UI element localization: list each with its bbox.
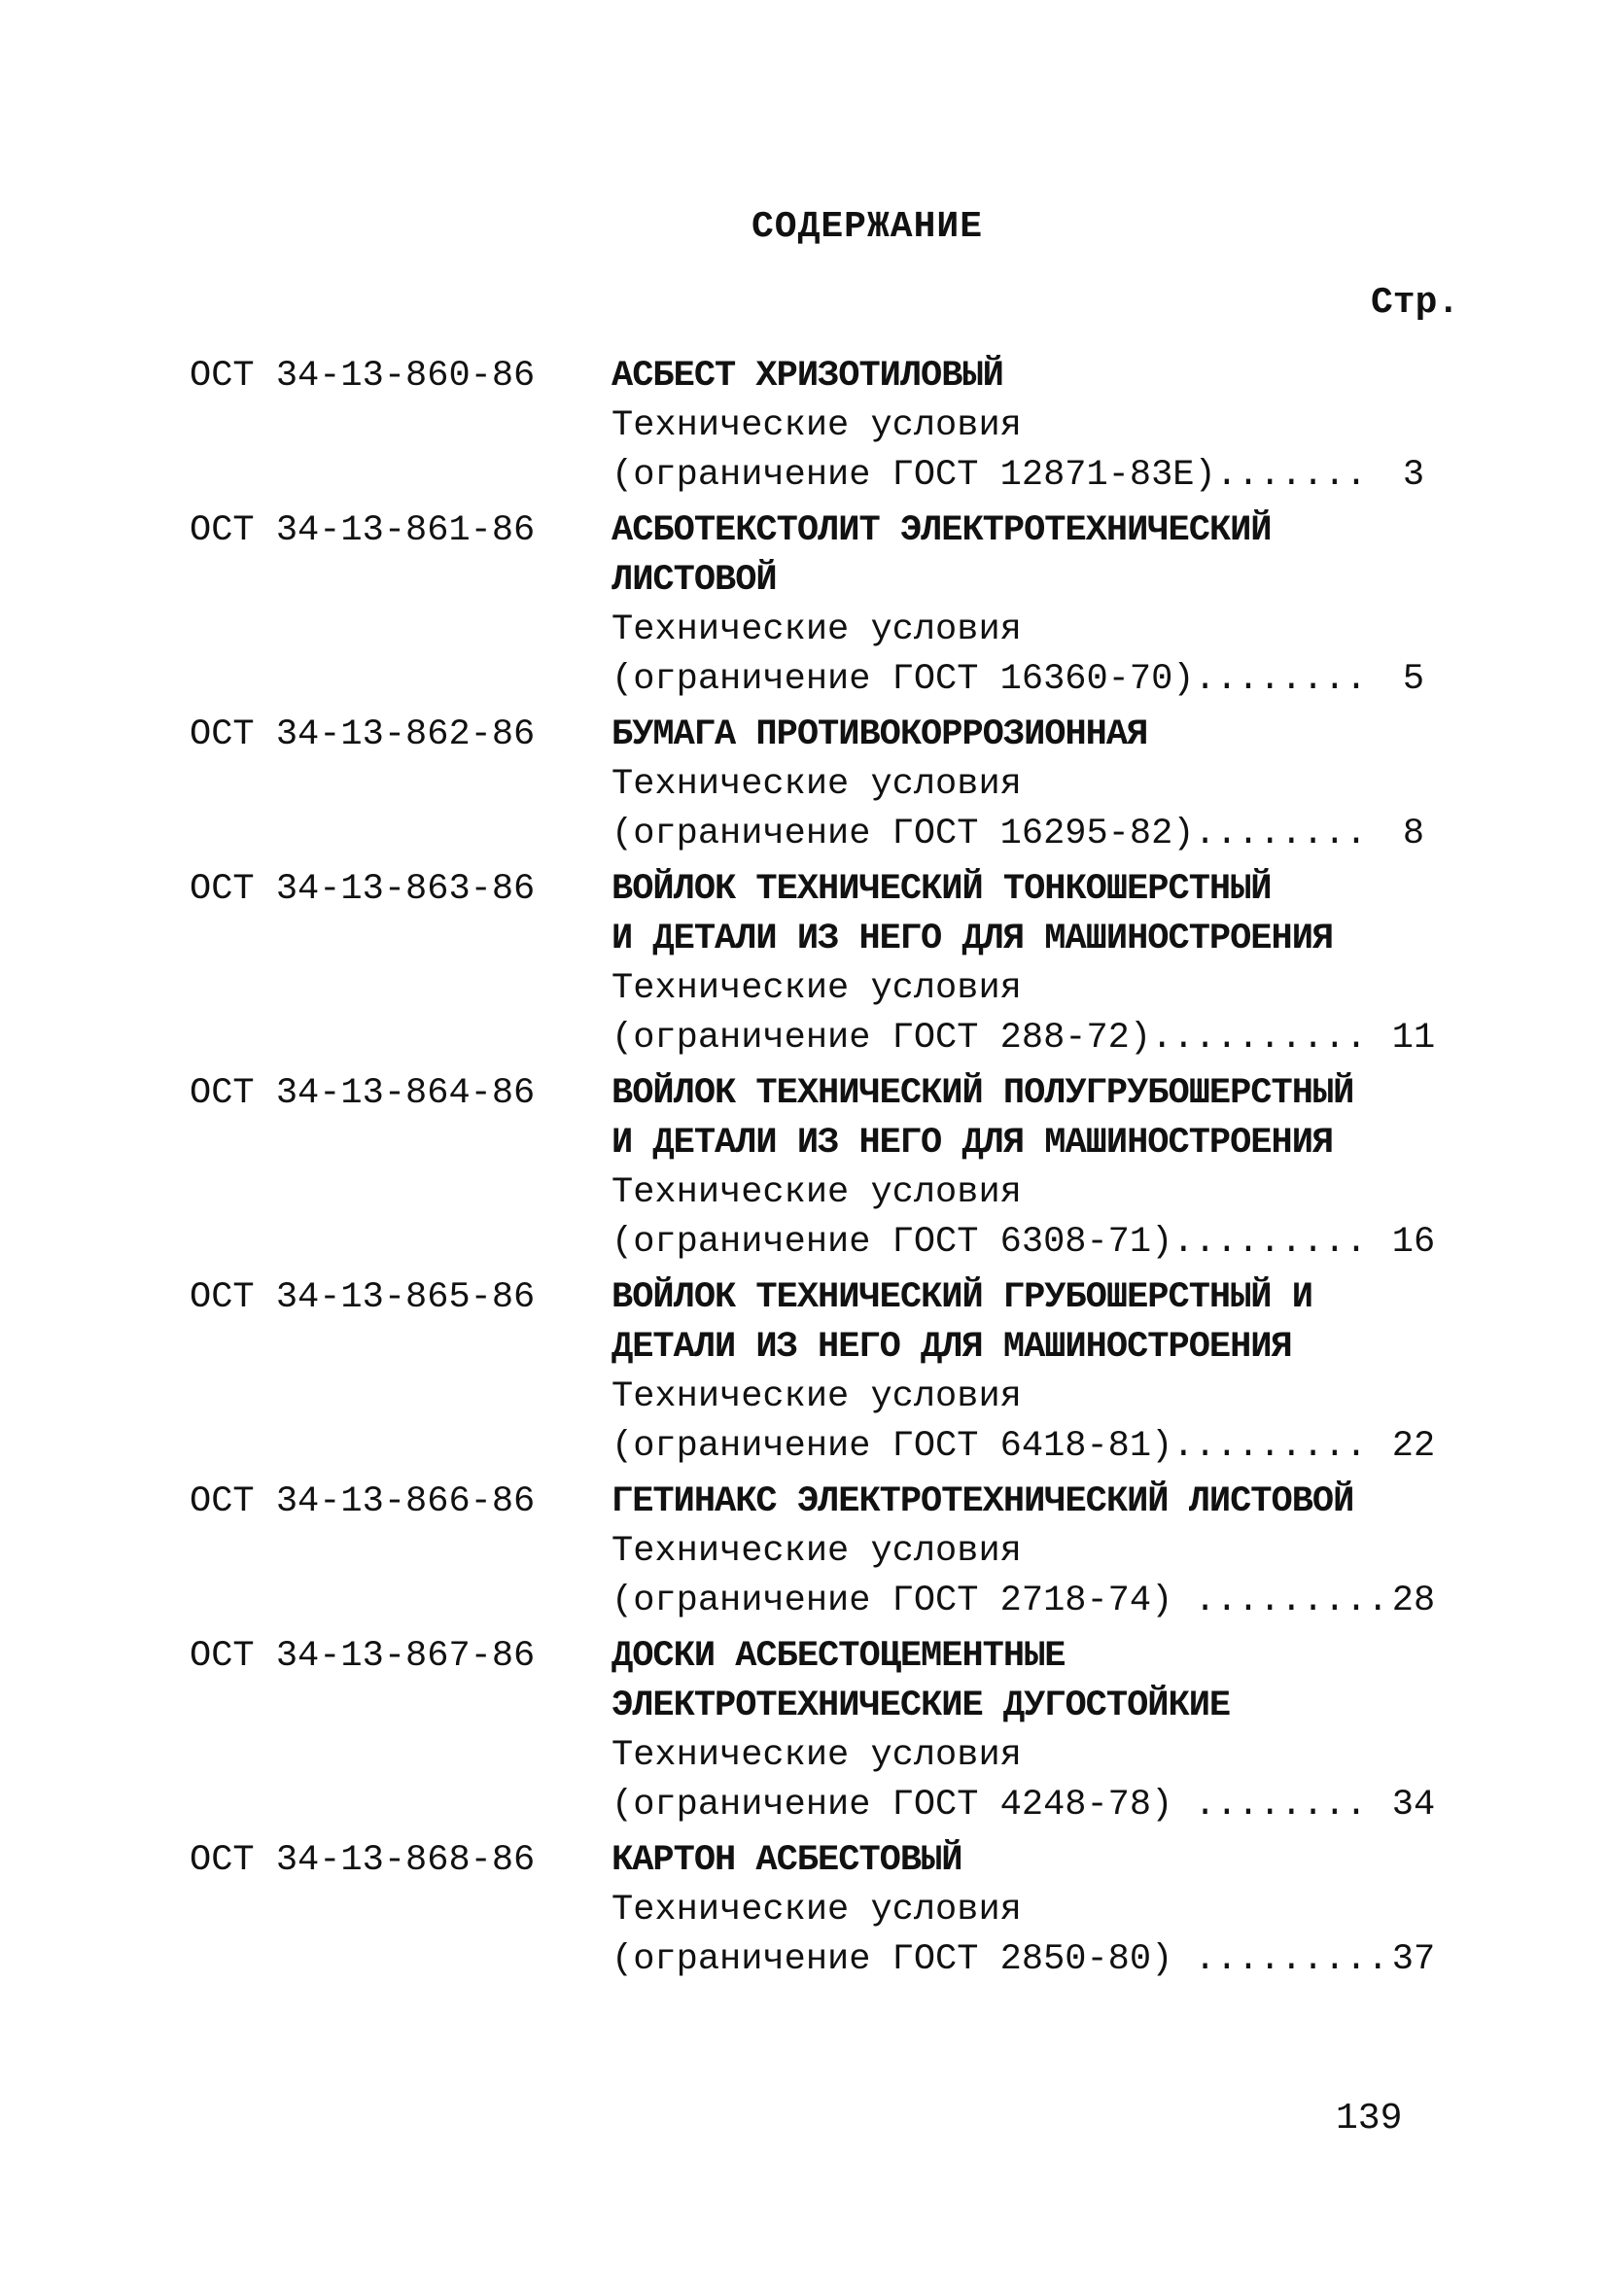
entry-restriction: (ограничение ГОСТ 2850-80) ......... (612, 1939, 1389, 1980)
entry-restriction: (ограничение ГОСТ 288-72).......... (612, 1018, 1368, 1059)
entry-subtitle: Технические условия (612, 764, 1022, 805)
entry-title-line: ГЕТИНАКС ЭЛЕКТРОТЕХНИЧЕСКИЙ ЛИСТОВОЙ (612, 1481, 1354, 1522)
entry-title-line: И ДЕТАЛИ ИЗ НЕГО ДЛЯ МАШИНОСТРОЕНИЯ (612, 1123, 1334, 1164)
entry-subtitle: Технические условия (612, 1376, 1022, 1417)
standard-code: ОСТ 34-13-861-86 (190, 510, 536, 551)
entry-restriction-row (612, 810, 1473, 859)
entry-restriction: (ограничение ГОСТ 6308-71)......... (612, 1222, 1368, 1263)
entry-subtitle: Технические условия (612, 405, 1022, 446)
entry-restriction: (ограничение ГОСТ 16360-70)........ (612, 659, 1368, 700)
entry-body (612, 1478, 1473, 1626)
entry-page-number: 16 (1391, 1222, 1436, 1263)
entry-body (612, 506, 1473, 705)
standard-code: ОСТ 34-13-867-86 (190, 1636, 536, 1677)
entry-restriction-row (612, 451, 1473, 501)
entry-restriction-row (612, 655, 1473, 705)
entry-body (612, 865, 1473, 1063)
contents-entry (190, 352, 1473, 501)
entry-title-line: ЭЛЕКТРОТЕХНИЧЕСКИЕ ДУГОСТОЙКИЕ (612, 1686, 1231, 1726)
entry-title-line: ДЕТАЛИ ИЗ НЕГО ДЛЯ МАШИНОСТРОЕНИЯ (612, 1327, 1292, 1368)
entry-page-number: 5 (1402, 659, 1425, 700)
entry-title-line: И ДЕТАЛИ ИЗ НЕГО ДЛЯ МАШИНОСТРОЕНИЯ (612, 919, 1334, 959)
standard-code: ОСТ 34-13-863-86 (190, 869, 536, 910)
entry-title-line: ВОЙЛОК ТЕХНИЧЕСКИЙ ПОЛУГРУБОШЕРСТНЫЙ (612, 1073, 1354, 1114)
entry-title-line: АСБЕСТ ХРИЗОТИЛОВЫЙ (612, 356, 1003, 397)
entry-page-number: 37 (1391, 1939, 1436, 1980)
entry-restriction: (ограничение ГОСТ 6418-81)......... (612, 1426, 1368, 1467)
standard-code: ОСТ 34-13-868-86 (190, 1840, 536, 1881)
entry-restriction: (ограничение ГОСТ 4248-78) ........ (612, 1785, 1368, 1826)
entry-title-line: АСБОТЕКСТОЛИТ ЭЛЕКТРОТЕХНИЧЕСКИЙ (612, 510, 1272, 551)
entry-subtitle: Технические условия (612, 609, 1022, 650)
entry-subtitle: Технические условия (612, 1735, 1022, 1776)
standard-code: ОСТ 34-13-865-86 (190, 1277, 536, 1318)
standard-code: ОСТ 34-13-866-86 (190, 1481, 536, 1522)
entry-body (612, 1632, 1473, 1830)
entry-title-line: БУМАГА ПРОТИВОКОРРОЗИОННАЯ (612, 714, 1148, 755)
entry-restriction-row (612, 1935, 1473, 1985)
entry-body (612, 352, 1473, 501)
standard-code: ОСТ 34-13-862-86 (190, 714, 536, 755)
entry-restriction-row (612, 1422, 1473, 1472)
standard-code: ОСТ 34-13-860-86 (190, 356, 536, 397)
entry-subtitle: Технические условия (612, 968, 1022, 1009)
entry-restriction: (ограничение ГОСТ 12871-83Е)....... (612, 455, 1368, 496)
entry-restriction: (ограничение ГОСТ 2718-74) ......... (612, 1581, 1389, 1621)
contents-entry (190, 711, 1473, 859)
entry-page-number: 22 (1391, 1426, 1436, 1467)
contents-entry (190, 1478, 1473, 1626)
entry-title-line: КАРТОН АСБЕСТОВЫЙ (612, 1840, 962, 1881)
contents-entry (190, 506, 1473, 705)
entry-title-line: ЛИСТОВОЙ (612, 560, 777, 601)
entry-page-number: 3 (1402, 455, 1425, 496)
contents-list (190, 352, 1473, 1991)
entry-subtitle: Технические условия (612, 1890, 1022, 1931)
entry-title-line: ДОСКИ АСБЕСТОЦЕМЕНТНЫЕ (612, 1636, 1066, 1677)
entry-page-number: 8 (1402, 814, 1425, 854)
page-title: СОДЕРЖАНИЕ (751, 206, 984, 248)
entry-page-number: 34 (1391, 1785, 1436, 1826)
contents-entry (190, 1273, 1473, 1472)
page-number: 139 (1336, 2098, 1403, 2139)
entry-subtitle: Технические условия (612, 1531, 1022, 1572)
entry-page-number: 11 (1391, 1018, 1436, 1059)
entry-title-line: ВОЙЛОК ТЕХНИЧЕСКИЙ ГРУБОШЕРСТНЫЙ И (612, 1277, 1312, 1318)
contents-entry (190, 1836, 1473, 1985)
entry-title-line: ВОЙЛОК ТЕХНИЧЕСКИЙ ТОНКОШЕРСТНЫЙ (612, 869, 1272, 910)
entry-body (612, 1836, 1473, 1985)
entry-restriction-row (612, 1781, 1473, 1830)
entry-restriction-row (612, 1577, 1473, 1626)
standard-code: ОСТ 34-13-864-86 (190, 1073, 536, 1114)
entry-body (612, 1069, 1473, 1268)
contents-entry (190, 1632, 1473, 1830)
page-column-header: Стр. (1371, 282, 1460, 324)
contents-entry (190, 865, 1473, 1063)
entry-restriction-row (612, 1218, 1473, 1268)
entry-restriction: (ограничение ГОСТ 16295-82)........ (612, 814, 1368, 854)
entry-body (612, 711, 1473, 859)
entry-restriction-row (612, 1014, 1473, 1063)
contents-entry (190, 1069, 1473, 1268)
entry-page-number: 28 (1391, 1581, 1436, 1621)
entry-body (612, 1273, 1473, 1472)
entry-subtitle: Технические условия (612, 1172, 1022, 1213)
